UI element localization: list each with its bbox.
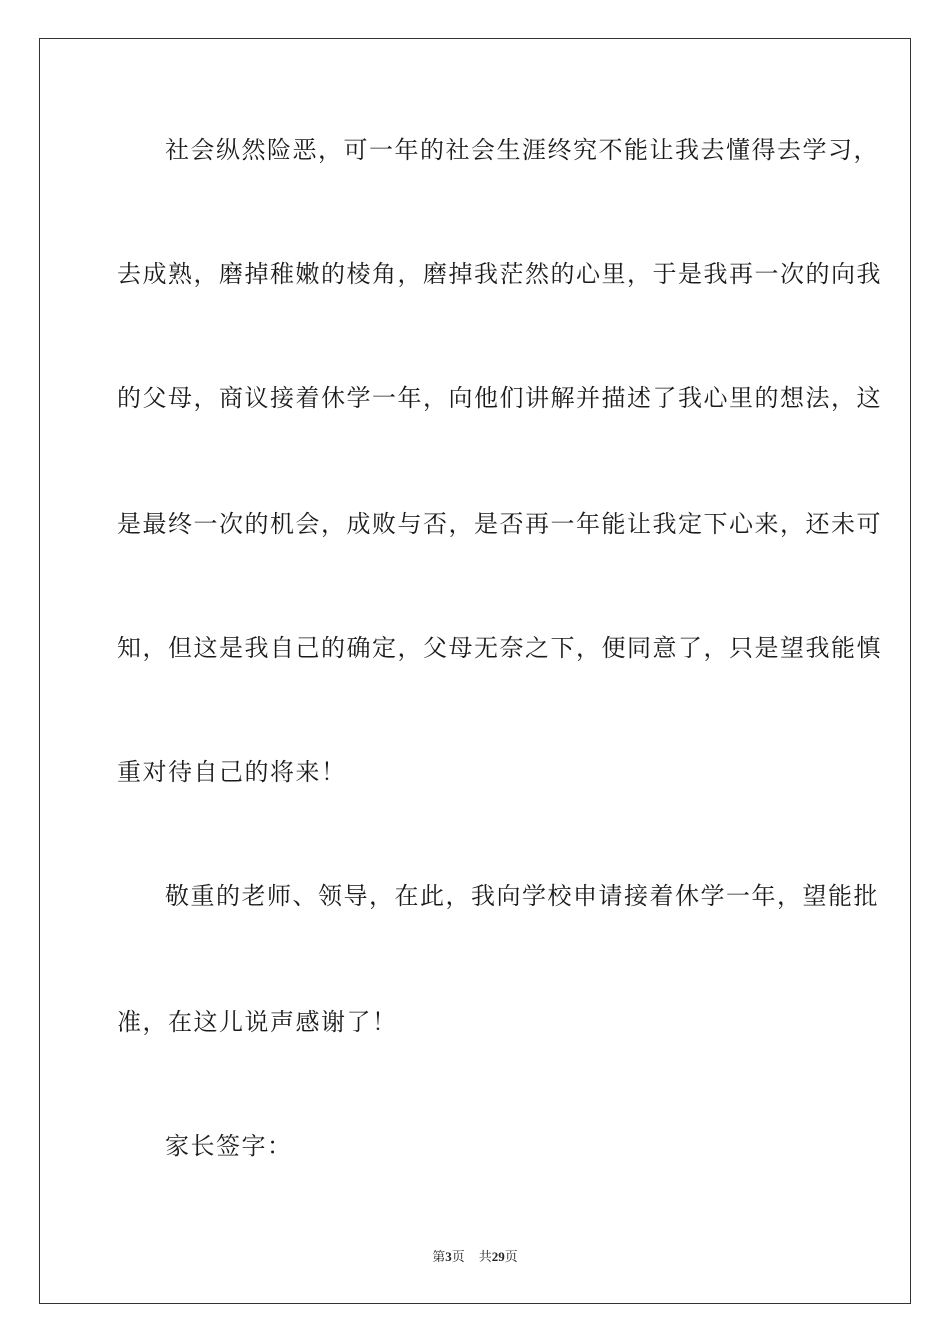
page-footer <box>0 1249 950 1265</box>
total-pages: 29 <box>491 1249 505 1264</box>
paragraph-1-line-4: 是最终一次的机会，成败与否，是否再一年能让我定下心来，还未可 <box>117 510 882 538</box>
paragraph-1-line-6: 重对待自己的将来！ <box>117 758 347 786</box>
page-frame <box>39 38 911 1304</box>
total-suffix: 页 <box>504 1249 518 1264</box>
paragraph-1-line-5: 知，但这是我自己的确定，父母无奈之下，便同意了，只是望我能慎 <box>117 634 882 662</box>
total-prefix: 共 <box>478 1249 492 1264</box>
paragraph-2-line-1: 敬重的老师、领导，在此，我向学校申请接着休学一年，望能批 <box>165 882 879 910</box>
page-prefix: 第 <box>432 1249 446 1264</box>
parent-signature-label: 家长签字： <box>165 1132 293 1160</box>
paragraph-1-line-3: 的父母，商议接着休学一年，向他们讲解并描述了我心里的想法，这 <box>117 384 882 412</box>
page-number: 3 <box>445 1249 452 1264</box>
page-suffix: 页 <box>451 1249 465 1264</box>
paragraph-1-line-2: 去成熟，磨掉稚嫩的棱角，磨掉我茫然的心里，于是我再一次的向我 <box>117 260 882 288</box>
paragraph-2-line-2: 准，在这儿说声感谢了！ <box>117 1008 398 1036</box>
paragraph-1-line-1: 社会纵然险恶，可一年的社会生涯终究不能让我去懂得去学习， <box>165 136 879 164</box>
